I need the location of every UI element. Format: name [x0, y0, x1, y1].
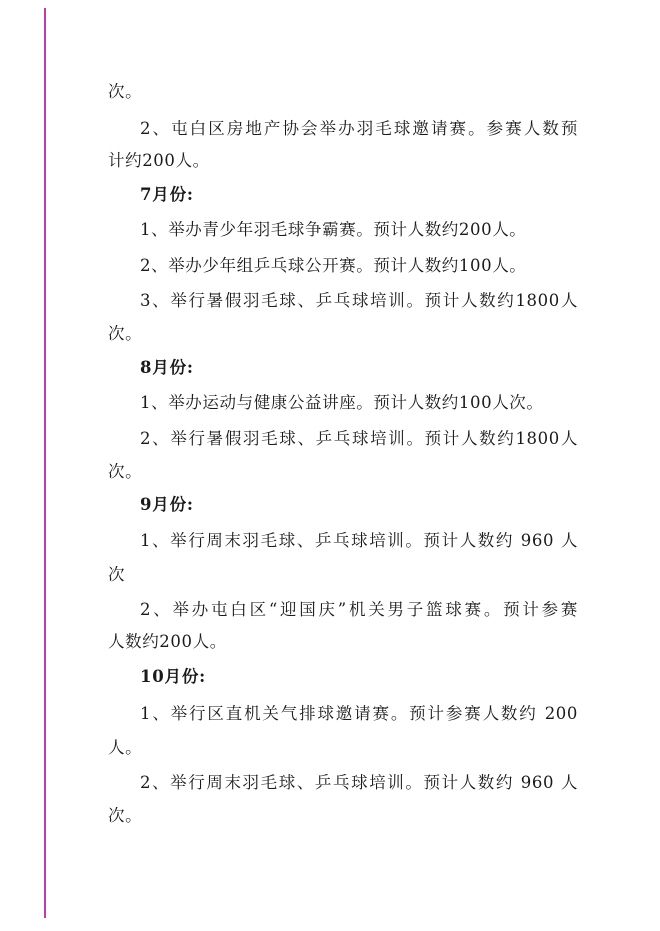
text-line: 人数约200人。	[108, 632, 227, 651]
text-line: 1、举行周末羽毛球、乒乓球培训。预计人数约 960 人	[140, 531, 578, 550]
text-line: 次。	[108, 82, 143, 101]
text-line: 2、举行周末羽毛球、乒乓球培训。预计人数约 960 人	[140, 773, 578, 792]
text-line: 次。	[108, 462, 143, 481]
text-line: 3、举行暑假羽毛球、乒乓球培训。预计人数约1800人	[140, 291, 578, 310]
text-line: 2、举行暑假羽毛球、乒乓球培训。预计人数约1800人	[140, 429, 578, 448]
text-line: 2、举办少年组乒乓球公开赛。预计人数约100人。	[140, 256, 527, 275]
text-line: 次。	[108, 806, 143, 825]
text-line: 人。	[108, 738, 143, 757]
text-line: 次	[108, 565, 126, 584]
text-line: 次。	[108, 324, 143, 343]
text-line: 1、举办运动与健康公益讲座。预计人数约100人次。	[140, 393, 544, 412]
text-line: 2、屯白区房地产协会举办羽毛球邀请赛。参赛人数预	[140, 119, 578, 138]
text-line: 计约200人。	[108, 151, 210, 170]
month-heading: 7月份:	[140, 185, 194, 204]
text-line: 1、举办青少年羽毛球争霸赛。预计人数约200人。	[140, 220, 527, 239]
month-heading: 8月份:	[140, 358, 194, 377]
text-line: 2、举办屯白区“迎国庆”机关男子篮球赛。预计参赛	[140, 600, 578, 619]
text-line: 1、举行区直机关气排球邀请赛。预计参赛人数约 200	[140, 704, 578, 723]
month-heading: 9月份:	[140, 495, 194, 514]
month-heading: 10月份:	[140, 667, 207, 686]
